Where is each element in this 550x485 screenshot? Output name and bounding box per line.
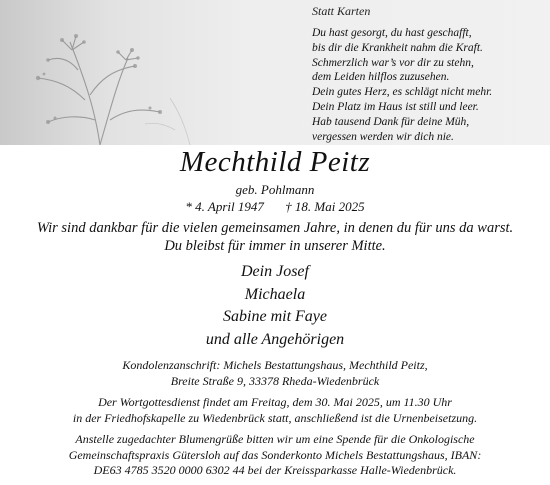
donation-line: Gemeinschaftspraxis Gütersloh auf das Sonderkonto Michels Bestattungshaus, IBAN: bbox=[68, 447, 482, 462]
poem-line: dem Leiden hilflos zuzusehen. bbox=[312, 71, 450, 84]
thanks-text bbox=[0, 219, 550, 255]
thanks-line: Wir sind dankbar für die vielen gemeinsamen Jahre, in denen du für uns da warst. bbox=[36, 220, 514, 236]
poem-line: Schmerzlich war’s vor dir zu stehn, bbox=[312, 56, 474, 69]
condolence-address bbox=[0, 358, 550, 389]
family-signatures bbox=[0, 261, 550, 351]
service-info bbox=[0, 395, 550, 426]
family-member: Michaela bbox=[244, 285, 306, 303]
donation-line: DE63 4785 3520 0000 6302 44 bei der Kreissparkasse Halle-Wiedenbrück. bbox=[93, 463, 457, 477]
poem-line: bis dir die Krankheit nahm die Kraft. bbox=[312, 41, 483, 54]
poem-line: Hab tausend Dank für deine Müh, bbox=[312, 115, 470, 128]
life-dates bbox=[0, 199, 550, 215]
condolence-line: Breite Straße 9, 33378 Rheda-Wiedenbrück bbox=[170, 373, 380, 388]
family-member: und alle Angehörigen bbox=[205, 330, 345, 348]
service-line: in der Friedhofskapelle zu Wiedenbrück statt, anschließend ist die Urnenbeisetzung. bbox=[72, 410, 478, 425]
deceased-name: Mechthild Peitz bbox=[179, 146, 371, 178]
thanks-line: Du bleibst für immer in unserer Mitte. bbox=[164, 238, 386, 254]
donation-info bbox=[0, 432, 550, 479]
poem-line: Du hast gesorgt, du hast geschafft, bbox=[312, 27, 472, 39]
service-line: Der Wortgottesdienst findet am Freitag, dem 30. Mai 2025, um 11.30 Uhr bbox=[98, 395, 452, 409]
poem bbox=[312, 26, 492, 144]
family-member: Dein Josef bbox=[241, 263, 309, 280]
poem-line: vergessen werden wir dich nie. bbox=[312, 130, 454, 143]
family-member: Sabine mit Faye bbox=[223, 308, 327, 325]
birth-date: * 4. April 1947 bbox=[185, 199, 264, 214]
poem-line: Dein Platz im Haus ist still und leer. bbox=[312, 100, 479, 113]
condolence-line: Kondolenzanschrift: Michels Bestattungshaus, Mechthild Peitz, bbox=[122, 358, 428, 372]
donation-line: Anstelle zugedachter Blumengrüße bitten wir um eine Spende für die Onkologische bbox=[75, 432, 475, 446]
statt-karten-label: Statt Karten bbox=[312, 4, 371, 18]
header-photo-band bbox=[0, 0, 550, 145]
death-date: † 18. Mai 2025 bbox=[285, 199, 365, 214]
birth-name: geb. Pohlmann bbox=[235, 182, 315, 197]
poem-line: Dein gutes Herz, es schlägt nicht mehr. bbox=[312, 86, 493, 99]
